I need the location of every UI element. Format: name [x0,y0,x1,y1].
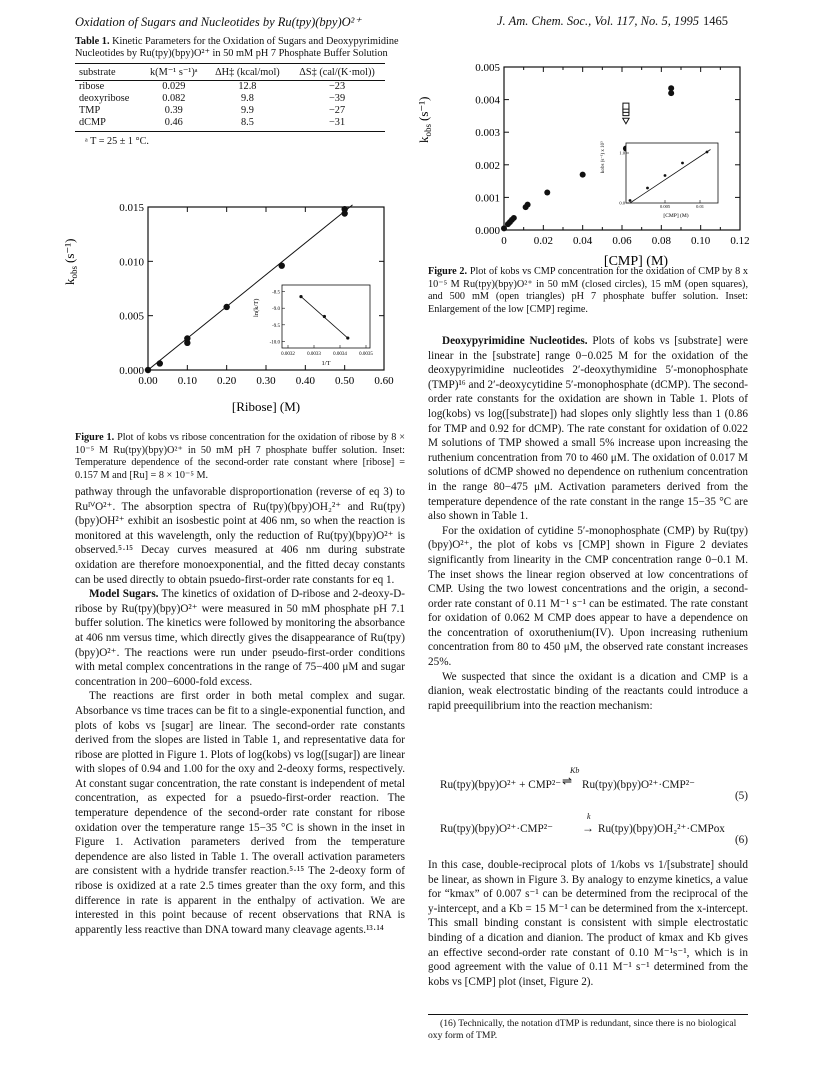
inset-y-tick-label: 0.0 [619,200,625,206]
x-tick-label: 0.40 [295,375,315,387]
figure-2-label: Figure 2. [428,266,468,277]
x-tick-label: 0.06 [612,235,632,247]
x-tick-label: 0.10 [177,375,197,387]
data-point [184,335,190,341]
table-header-row [75,64,385,81]
left-column-text [75,485,405,937]
table-cell: −27 [328,105,346,116]
inset-x-tick-label: 0.0034 [333,352,347,357]
column-header: ΔH‡ (kcal/mol) [206,64,289,81]
inset-data-point [323,315,326,318]
inset-x-tick-label: 0.0033 [307,352,321,357]
inset-y-tick-label: -8.5 [272,290,280,296]
journal-name: J. Am. Chem. Soc., Vol. 117, No. 5, 1995 [497,14,699,28]
table-cell: deoxyribose [79,93,130,104]
x-tick-label: 0.20 [217,375,237,387]
paragraph: In this case, double-reciprocal plots of 1/kobs vs 1/[substrate] should be linear, as shown in Figure 3. By analogy to enzyme kinetics, a value for “kmax” of 0.007 s⁻¹ can be determined from the reciprocal of the y-intercept, and a Kb = 15 M⁻¹ can be determined from the x-intercept. This small binding constant is consistent with simple electrostatic binding of a dication and dianion. The product of kmax and Kb gives an effective second-order rate constant of 0.10 M⁻¹s⁻¹, which is in good agreement with the value of 0.11 M⁻¹ s⁻¹ determined from the kobs vs [CMP] plot (inset, Figure 2). [428,859,748,988]
y-axis-label: $k_{obs}(s^{-1})$ [62,238,79,285]
right-column-text-2 [428,858,748,989]
table-cell: 9.9 [240,105,254,116]
table-row [75,81,385,94]
figure-1-label: Figure 1. [75,432,115,443]
paragraph: For the oxidation of cytidine 5′-monophosphate (CMP) by Ru(tpy)(bpy)O²⁺, the plot of kobs vs [CMP] shown in Figure 2 deviates significantly from linearity in the CMP concentration range 0−0.1 M. The inset shows the linear region observed at low concentrations of CMP. Using the two lowest concentrations and the origin, a second-order rate constant of 0.11 M⁻¹ s⁻¹ can be estimated. The rate constant for oxidation of 0.062 M CMP does appear to have a dependence on the concentration of oxoruthenium(IV). Upon increasing ruthenium concentration from 80 to 450 μM, the observed rate constant increases 25%. [428,524,748,669]
table-1 [75,36,405,149]
equation-constant: Kb [570,766,580,775]
x-axis-label: [Ribose] (M) [231,399,301,414]
inset-y-tick-label: 1.0 [619,150,625,156]
running-title: Oxidation of Sugars and Nucleotides by Ru(tpy)(bpy)O²⁺ [75,15,361,29]
table-1-grid [75,63,385,132]
data-point-closed-circle [525,202,531,208]
inset-y-tick-label: -9.5 [272,323,280,329]
data-point [341,206,347,212]
table-cell: ribose [79,81,105,92]
figure-1-chart [62,195,410,420]
y-tick-label: 0.015 [119,202,144,214]
table-row [75,117,385,132]
x-tick-label: 0.08 [651,235,671,247]
table-cell: −39 [328,93,346,104]
table-cell: 0.46 [142,117,206,132]
paragraph: Model Sugars. The kinetics of oxidation of D-ribose and 2-deoxy-D-ribose by Ru(tpy)(bpy)O²⁺ were measured in 50 mM phosphate pH 7.1 buffer solution. The kinetics were followed by monitoring the absorbance at 406 nm versus time, which directly gives the disappearance of Ru(tpy)(bpy)O²⁺. The reactions were run under pseudo-first-order conditions with metal complex concentrations in the range of 75−400 μM and sugar concentration in 200−6000-fold excess. [75,588,405,688]
arrow-icon: → [582,821,594,835]
x-tick-label: 0 [501,235,507,247]
table-cell: −23 [328,81,346,92]
inset-x-tick-label: 0.005 [659,204,671,209]
data-point-closed-circle [511,215,517,221]
table-1-title-text: Kinetic Parameters for the Oxidation of Sugars and Deoxypyrimidine Nucleotides by Ru(tpy)(bpy)O²⁺ in 50 mM pH 7 Phosphate Buffer Solution [75,36,399,59]
x-tick-label: 0.60 [374,375,394,387]
inset-frame [282,285,370,348]
paragraph: pathway through the unfavorable disproportionation (reverse of eq 3) to RuᴵⱽO²⁺. The absorption spectra of Ru(tpy)(bpy)OH₂²⁺ and Ru(tpy)(bpy)OH²⁺ exhibit an isosbestic point at 406 nm, so when the reaction is monitored at this wavelength, only the reduction of Ru(tpy)(bpy)O²⁺ is observed.⁵·¹⁵ Decay curves measured at 406 nm during substrate oxidation are therefore monoexponential, and the fitted decay constants can be used directly to obtain psuedo-first-order rate constants for eq 1. [75,486,405,586]
y-tick-label: 0.002 [475,159,500,172]
equation-6 [428,814,748,848]
journal-citation [497,14,728,29]
inset-y-label: kobs (s⁻¹) x 10³ [601,141,606,173]
table-1-label: Table 1. [75,36,110,47]
paragraph: The reactions are first order in both metal complex and sugar. Absorbance vs time traces can be fit to a single-exponential function, and plots of kobs vs [sugar] are linear. The second-order rate constants derived from the slopes are listed in Table 1, and representative data for ribose are plotted in Figure 1. Plots of log(kobs) vs log([sugar]) are linear with slopes of 0.94 and 1.00 for the oxy and 2-deoxy forms, respectively. At constant sugar concentration, the rate constant is independent of metal concentration, as expected for a psuedo-first-order reaction. The temperature dependence of the second-order rate constant for ribose oxidation over the temperature range 15−35 °C is shown in the inset in Figure 1. Activation parameters derived from the temperature dependence are also listed in Table 1. The overall activation parameters are consistent with a hydride transfer reaction.⁵·¹⁵ The 2-deoxy form of ribose is oxidized at a rate 2.5 times greater than the oxy form, and this difference in rate is apparent in the enthalpy of activation. We are interested in this point because of recent observations that RNA is apparently less reactive than DNA toward many cleavage agents.¹³·¹⁴ [75,690,405,936]
right-column-text [428,334,748,713]
x-tick-label: 0.10 [691,235,711,247]
inset-y-tick-label: -9.0 [272,307,280,313]
figure-1-caption [75,432,405,482]
equation-number: (6) [734,834,748,846]
y-axis-label: $k_{obs}(s^{-1})$ [416,96,433,143]
y-tick-label: 0.004 [475,94,500,107]
x-tick-label: 0.30 [256,375,276,387]
equation-5 [428,766,748,804]
table-1-footnote: ᵃ T = 25 ± 1 °C. [85,136,149,147]
table-cell: 0.082 [162,93,186,104]
table-cell: 12.8 [238,81,257,92]
paragraph: We suspected that since the oxidant is a dication and CMP is a dianion, weak electrostatic binding of the reactants could introduce a rapid preequilibrium into the reaction mechanism: [428,670,748,712]
inset-data-point [629,199,632,202]
inset-y-label: ln(k/T) [253,298,260,317]
figure-1-caption-text: Plot of kobs vs ribose concentration for the oxidation of ribose by 8 × 10⁻⁵ M Ru(tpy)(bpy)O²⁺ in 50 mM pH 7 phosphate buffer solution. Inset: Temperature dependence of the second-order rate constant where [ribose] = 0.157 M and [Ru] = 8 × 10⁻⁵ M. [75,432,406,481]
inset-data-point [299,295,302,298]
y-tick-label: 0.001 [475,192,500,205]
equation-lhs: Ru(tpy)(bpy)O²⁺·CMP²⁻ [440,823,553,835]
table-1-title [75,36,405,60]
section-heading: Deoxypyrimidine Nucleotides. [442,335,588,347]
column-header: ΔS‡ (cal/(K·mol)) [289,64,385,81]
paragraph: Deoxypyrimidine Nucleotides. Plots of kobs vs [substrate] were linear in the [substrate] range 0−0.025 M for the oxidation of the deoxypyrimidine nucleotides 2′-deoxythymidine 5′-monophosphate (TMP)¹⁶ and 2′-deoxycytidine 5′-monophosphate (dCMP). The second-order rate constants for the oxidation are shown in Table 1. Plots of log(kobs) vs log([substrate]) had slopes only slightly less than 1 (0.86 for TMP and 0.92 for dCMP). The rate constant for oxidation of 0.022 M solutions of TMP showed a small 5% increase upon increasing the ruthenium concentration from 70 to 460 μM. The oxidation of 0.017 M solutions of dCMP showed no dependence on ruthenium concentration in the range 80−475 μM. Activation parameters derived from the temperature dependence of the rate constant in the range 15−35 °C are also shown in Table 1. [428,335,748,523]
equilibrium-arrow-icon: ⇌ [562,774,573,788]
y-tick-label: 0.000 [475,225,500,237]
inset-x-tick-label: 0.0035 [359,352,373,357]
table-row [75,105,385,117]
equation-rhs: Ru(tpy)(bpy)OH₂²⁺·CMPox [598,823,725,835]
y-tick-label: 0.010 [119,256,144,269]
table-cell: dCMP [75,117,142,132]
table-cell: 8.5 [206,117,289,132]
data-point [157,360,163,366]
inset-y-tick-label: -10.0 [269,340,280,346]
figure-2-caption [428,266,748,316]
inset-x-label: 1/T [321,360,331,367]
x-tick-label: 0.50 [335,375,355,387]
inset-data-point [664,174,667,177]
inset-data-point [706,151,709,154]
data-point [223,304,229,310]
y-tick-label: 0.005 [119,310,144,323]
data-point-closed-circle [580,172,586,178]
inset-x-label: [CMP] (M) [663,213,689,219]
column-header: k(M⁻¹ s⁻¹)ᵃ [142,64,206,81]
table-row [75,93,385,105]
figure-2-chart [418,55,758,270]
data-point-open-triangle [623,118,629,124]
inset-data-point [346,336,349,339]
inset-data-point [681,162,684,165]
x-tick-label: 0.00 [138,375,158,387]
equation-rhs: Ru(tpy)(bpy)O²⁺·CMP²⁻ [582,779,695,791]
inset-frame [626,143,718,203]
y-tick-label: 0.003 [475,127,500,140]
data-point [279,262,285,268]
x-tick-label: 0.12 [730,235,750,247]
data-point-closed-circle [668,85,674,91]
inset-x-tick-label: 0.01 [696,204,704,209]
x-tick-label: 0.04 [573,235,593,247]
table-cell: 9.8 [240,93,254,104]
inset-data-point [646,187,649,190]
equation-number: (5) [734,790,748,802]
column-header: substrate [75,64,142,81]
page-number: 1465 [702,14,728,28]
table-cell: TMP [79,105,101,116]
equation-lhs: Ru(tpy)(bpy)O²⁺ + CMP²⁻ [440,779,562,791]
y-tick-label: 0.005 [475,62,500,74]
table-cell: 0.39 [164,105,183,116]
footnote-rule [428,1014,748,1015]
table-cell: 0.029 [162,81,186,92]
table-cell: −31 [289,117,385,132]
inset-x-tick-label: 0.0032 [281,352,295,357]
equation-constant: k [587,812,591,821]
data-point [145,367,151,373]
data-point-open-square [623,103,629,109]
footnote: (16) Technically, the notation dTMP is redundant, since there is no biological oxy form of TMP. [428,1018,737,1041]
data-point-closed-circle [544,190,550,196]
figure-2-caption-text: Plot of kobs vs CMP concentration for the oxidation of CMP by 8 x 10⁻⁵ M Ru(tpy)(bpy)O²⁺ in 50 mM (closed circles), 15 mM (open squares), and 500 mM (open triangles) pH 7 phosphate buffer solution. Inset: Enlargement of the low [CMP] regime. [428,266,748,315]
section-heading: Model Sugars. [89,588,159,601]
x-tick-label: 0.02 [533,235,553,247]
x-axis-label: [CMP] (M) [603,254,669,269]
y-tick-label: 0.000 [119,365,144,377]
